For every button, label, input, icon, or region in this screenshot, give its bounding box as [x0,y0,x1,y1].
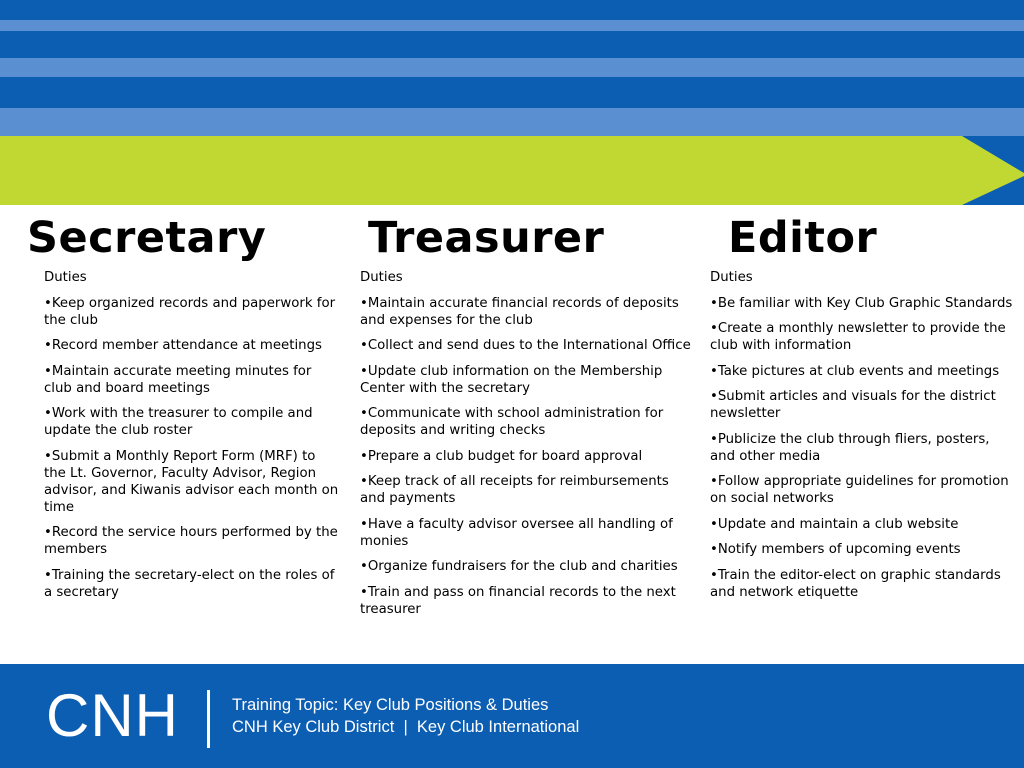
secretary-duties [44,269,340,609]
duty-item: •Communicate with school administration for deposits and writing checks [360,406,664,438]
editor-duties [710,269,1016,609]
duty-item: •Maintain accurate meeting minutes for club and board meetings [44,363,312,396]
duty-item: •Train and pass on financial records to the next treasurer [360,584,676,617]
duty-item: •Create a monthly newsletter to provide the club with information [710,321,1006,353]
treasurer-duties [360,269,692,626]
footer-text [232,694,579,738]
secretary-title: Secretary [27,213,267,263]
duties-heading: Duties [44,270,87,285]
duty-item: •Record the service hours performed by the members [44,525,338,557]
duty-item: •Keep track of all receipts for reimbursements and payments [360,474,669,506]
header-banner [0,0,1024,205]
duty-item: •Take pictures at club events and meetings [710,363,1000,379]
duty-item: •Organize fundraisers for the club and charities [360,559,678,574]
duty-item: •Follow appropriate guidelines for promotion on social networks [710,474,1009,506]
duty-item: •Submit articles and visuals for the district newsletter [710,389,996,421]
duty-item: •Publicize the club through fliers, posters, and other media [710,431,990,464]
district-line: CNH Key Club District | Key Club International [232,718,580,736]
duties-heading: Duties [710,270,753,285]
footer-bar [0,664,1024,768]
duty-item: •Work with the treasurer to compile and update the club roster [44,406,313,438]
duty-item: •Keep organized records and paperwork for the club [44,295,336,328]
editor-title: Editor [728,213,878,263]
duty-item: •Train the editor-elect on graphic standards and network etiquette [710,567,1001,600]
treasurer-title: Treasurer [368,213,605,263]
duty-item: •Update club information on the Membership Center with the secretary [360,363,663,396]
duty-item: •Collect and send dues to the International Office [360,338,691,353]
duty-item: •Prepare a club budget for board approval [360,448,643,464]
duty-item: •Notify members of upcoming events [710,542,961,557]
duty-item: •Record member attendance at meetings [44,338,322,353]
duty-item: •Submit a Monthly Report Form (MRF) to the Lt. Governor, Faculty Advisor, Region advisor, and Kiwanis advisor each month on time [44,448,339,515]
duty-item: •Be familiar with Key Club Graphic Standards [710,295,1013,311]
duty-item: •Update and maintain a club website [710,516,959,532]
duty-item: •Have a faculty advisor oversee all handling of monies [360,516,673,549]
green-arrow-band [0,136,1024,205]
footer-divider [207,690,210,748]
duties-heading: Duties [360,270,403,285]
duty-item: •Training the secretary-elect on the roles of a secretary [44,567,335,600]
cnh-logo: CNH [46,682,179,749]
duty-item: •Maintain accurate financial records of deposits and expenses for the club [360,295,679,328]
training-topic: Training Topic: Key Club Positions & Duties [232,696,549,714]
